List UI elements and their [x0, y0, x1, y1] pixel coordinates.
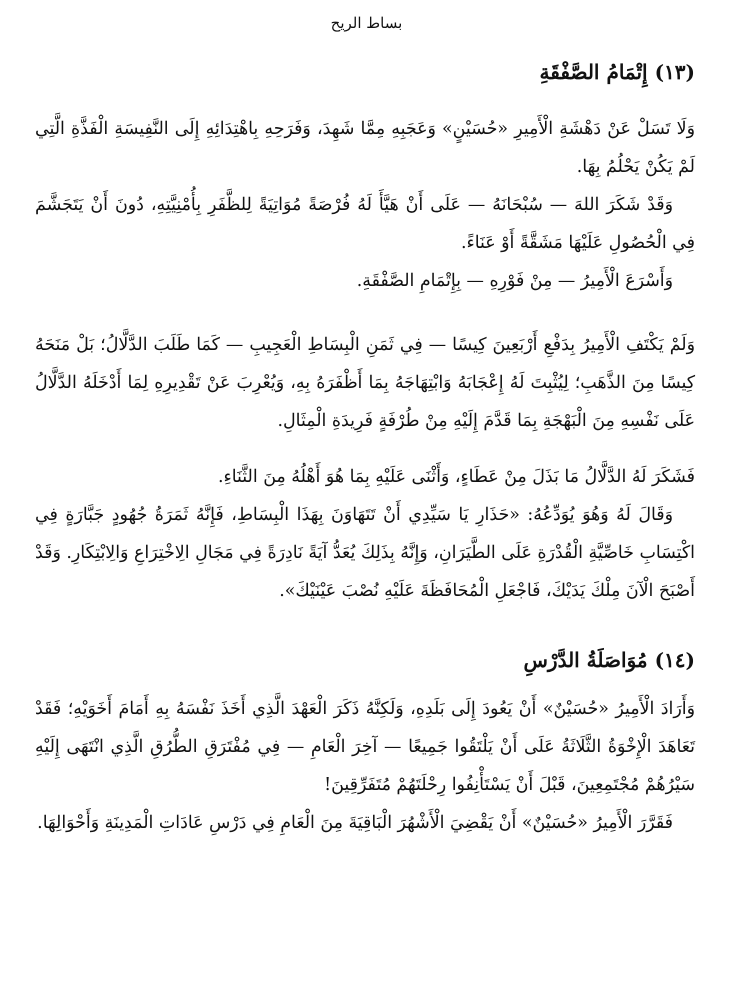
running-header: بساط الريح — [330, 14, 403, 32]
paragraph: وَأَرَادَ الْأَمِيرُ «حُسَيْنٌ» أَنْ يَعُودَ إِلَى بَلَدِهِ، وَلَكِنَّهُ ذَكَرَ الْعَهْدَ الَّذِي أَخَذَ نَفْسَهُ بِهِ أَمَامَ أَخَوَيْهِ؛ فَقَدْ تَعَاهَدَ الْإِخْوَةُ الثَّلَاثَةُ عَلَى أَنْ يَلْتَقُوا جَمِيعًا — آخِرَ الْعَامِ — فِي مُفْتَرَقِ الطُّرُقِ الَّذِي انْتَهَى إِلَيْهِ سَيْرُهُمْ مُجْتَمِعِينَ، قَبْلَ أَنْ يَسْتَأْنِفُوا رِحْلَتَهُمْ مُتَفَرِّقِينَ! — [35, 699, 695, 795]
section-heading: (١٤) مُوَاصَلَةُ الدَّرْسِ — [523, 648, 695, 672]
paragraph: وَلَمْ يَكْتَفِ الْأَمِيرُ بِدَفْعِ أَرْبَعِينَ كِيسًا — فِي ثَمَنِ الْبِسَاطِ الْعَجِيبِ — كَمَا طَلَبَ الدَّلَّالُ؛ بَلْ مَنَحَهُ كِيسًا مِنَ الذَّهَبِ؛ لِيُثْبِتَ لَهُ إِعْجَابَهُ وَابْتِهَاجَهُ بِمَا أَظْفَرَهُ بِهِ، وَيُعْرِبَ عَنْ تَقْدِيرِهِ لِمَا أَدْخَلَهُ الدَّلَّالُ عَلَى نَفْسِهِ مِنَ الْبَهْجَةِ بِمَا قَدَّمَ إِلَيْهِ مِنْ طُرْفَةٍ فَرِيدَةِ الْمِثَالِ. — [35, 335, 695, 431]
paragraph: وَقَدْ شَكَرَ اللهَ — سُبْحَانَهُ — عَلَى أَنْ هَيَّأَ لَهُ فُرْصَةً مُوَاتِيَةً لِلظَّفَرِ بِأُمْنِيَّتِهِ، دُونَ أَنْ يَتَجَشَّمَ فِي الْحُصُولِ عَلَيْهَا مَشَقَّةً أَوْ عَنَاءً. — [35, 195, 695, 253]
paragraph: فَقَرَّرَ الْأَمِيرُ «حُسَيْنٌ» أَنْ يَقْضِيَ الْأَشْهُرَ الْبَاقِيَةَ مِنَ الْعَامِ فِي دَرْسِ عَادَاتِ الْمَدِينَةِ وَأَحْوَالِهَا. — [37, 813, 673, 833]
paragraph: وَقَالَ لَهُ وَهُوَ يُوَدِّعُهُ: «حَذَارِ يَا سَيِّدِي أَنْ تَتَهَاوَنَ بِهَذَا الْبِسَاطِ، فَإِنَّهُ ثَمَرَةُ جُهُودٍ جَبَّارَةٍ فِي اكْتِسَابِ خَاصِّيَّةِ الْقُدْرَةِ عَلَى الطَّيَرَانِ، وَإِنَّهُ بِذَلِكَ يُعَدُّ آيَةً نَادِرَةً فِي مَجَالِ الِاخْتِرَاعِ وَالِابْتِكَارِ. وَقَدْ أَصْبَحَ الْآنَ مِلْكَ يَدَيْكَ، فَاجْعَلِ الْمُحَافَظَةَ عَلَيْهِ نُصْبَ عَيْنَيْكَ». — [35, 505, 695, 601]
paragraph: فَشَكَرَ لَهُ الدَّلَّالُ مَا بَذَلَ مِنْ عَطَاءٍ، وَأَثْنَى عَلَيْهِ بِمَا هُوَ أَهْلُهُ مِنَ الثَّنَاءِ. — [218, 467, 695, 487]
section-heading: (١٣) إِتْمَامُ الصَّفْقَةِ — [539, 60, 695, 84]
paragraph: وَلَا تَسَلْ عَنْ دَهْشَةِ الْأَمِيرِ «حُسَيْنٍ» وَعَجَبِهِ مِمَّا شَهِدَ، وَفَرَحِهِ بِاهْتِدَائِهِ إِلَى النَّفِيسَةِ الْفَذَّةِ الَّتِي لَمْ يَكُنْ يَحْلُمُ بِهَا. — [35, 119, 695, 177]
paragraph: وَأَسْرَعَ الْأَمِيرُ — مِنْ فَوْرِهِ — بِإِتْمَامِ الصَّفْقَةِ. — [356, 271, 673, 291]
